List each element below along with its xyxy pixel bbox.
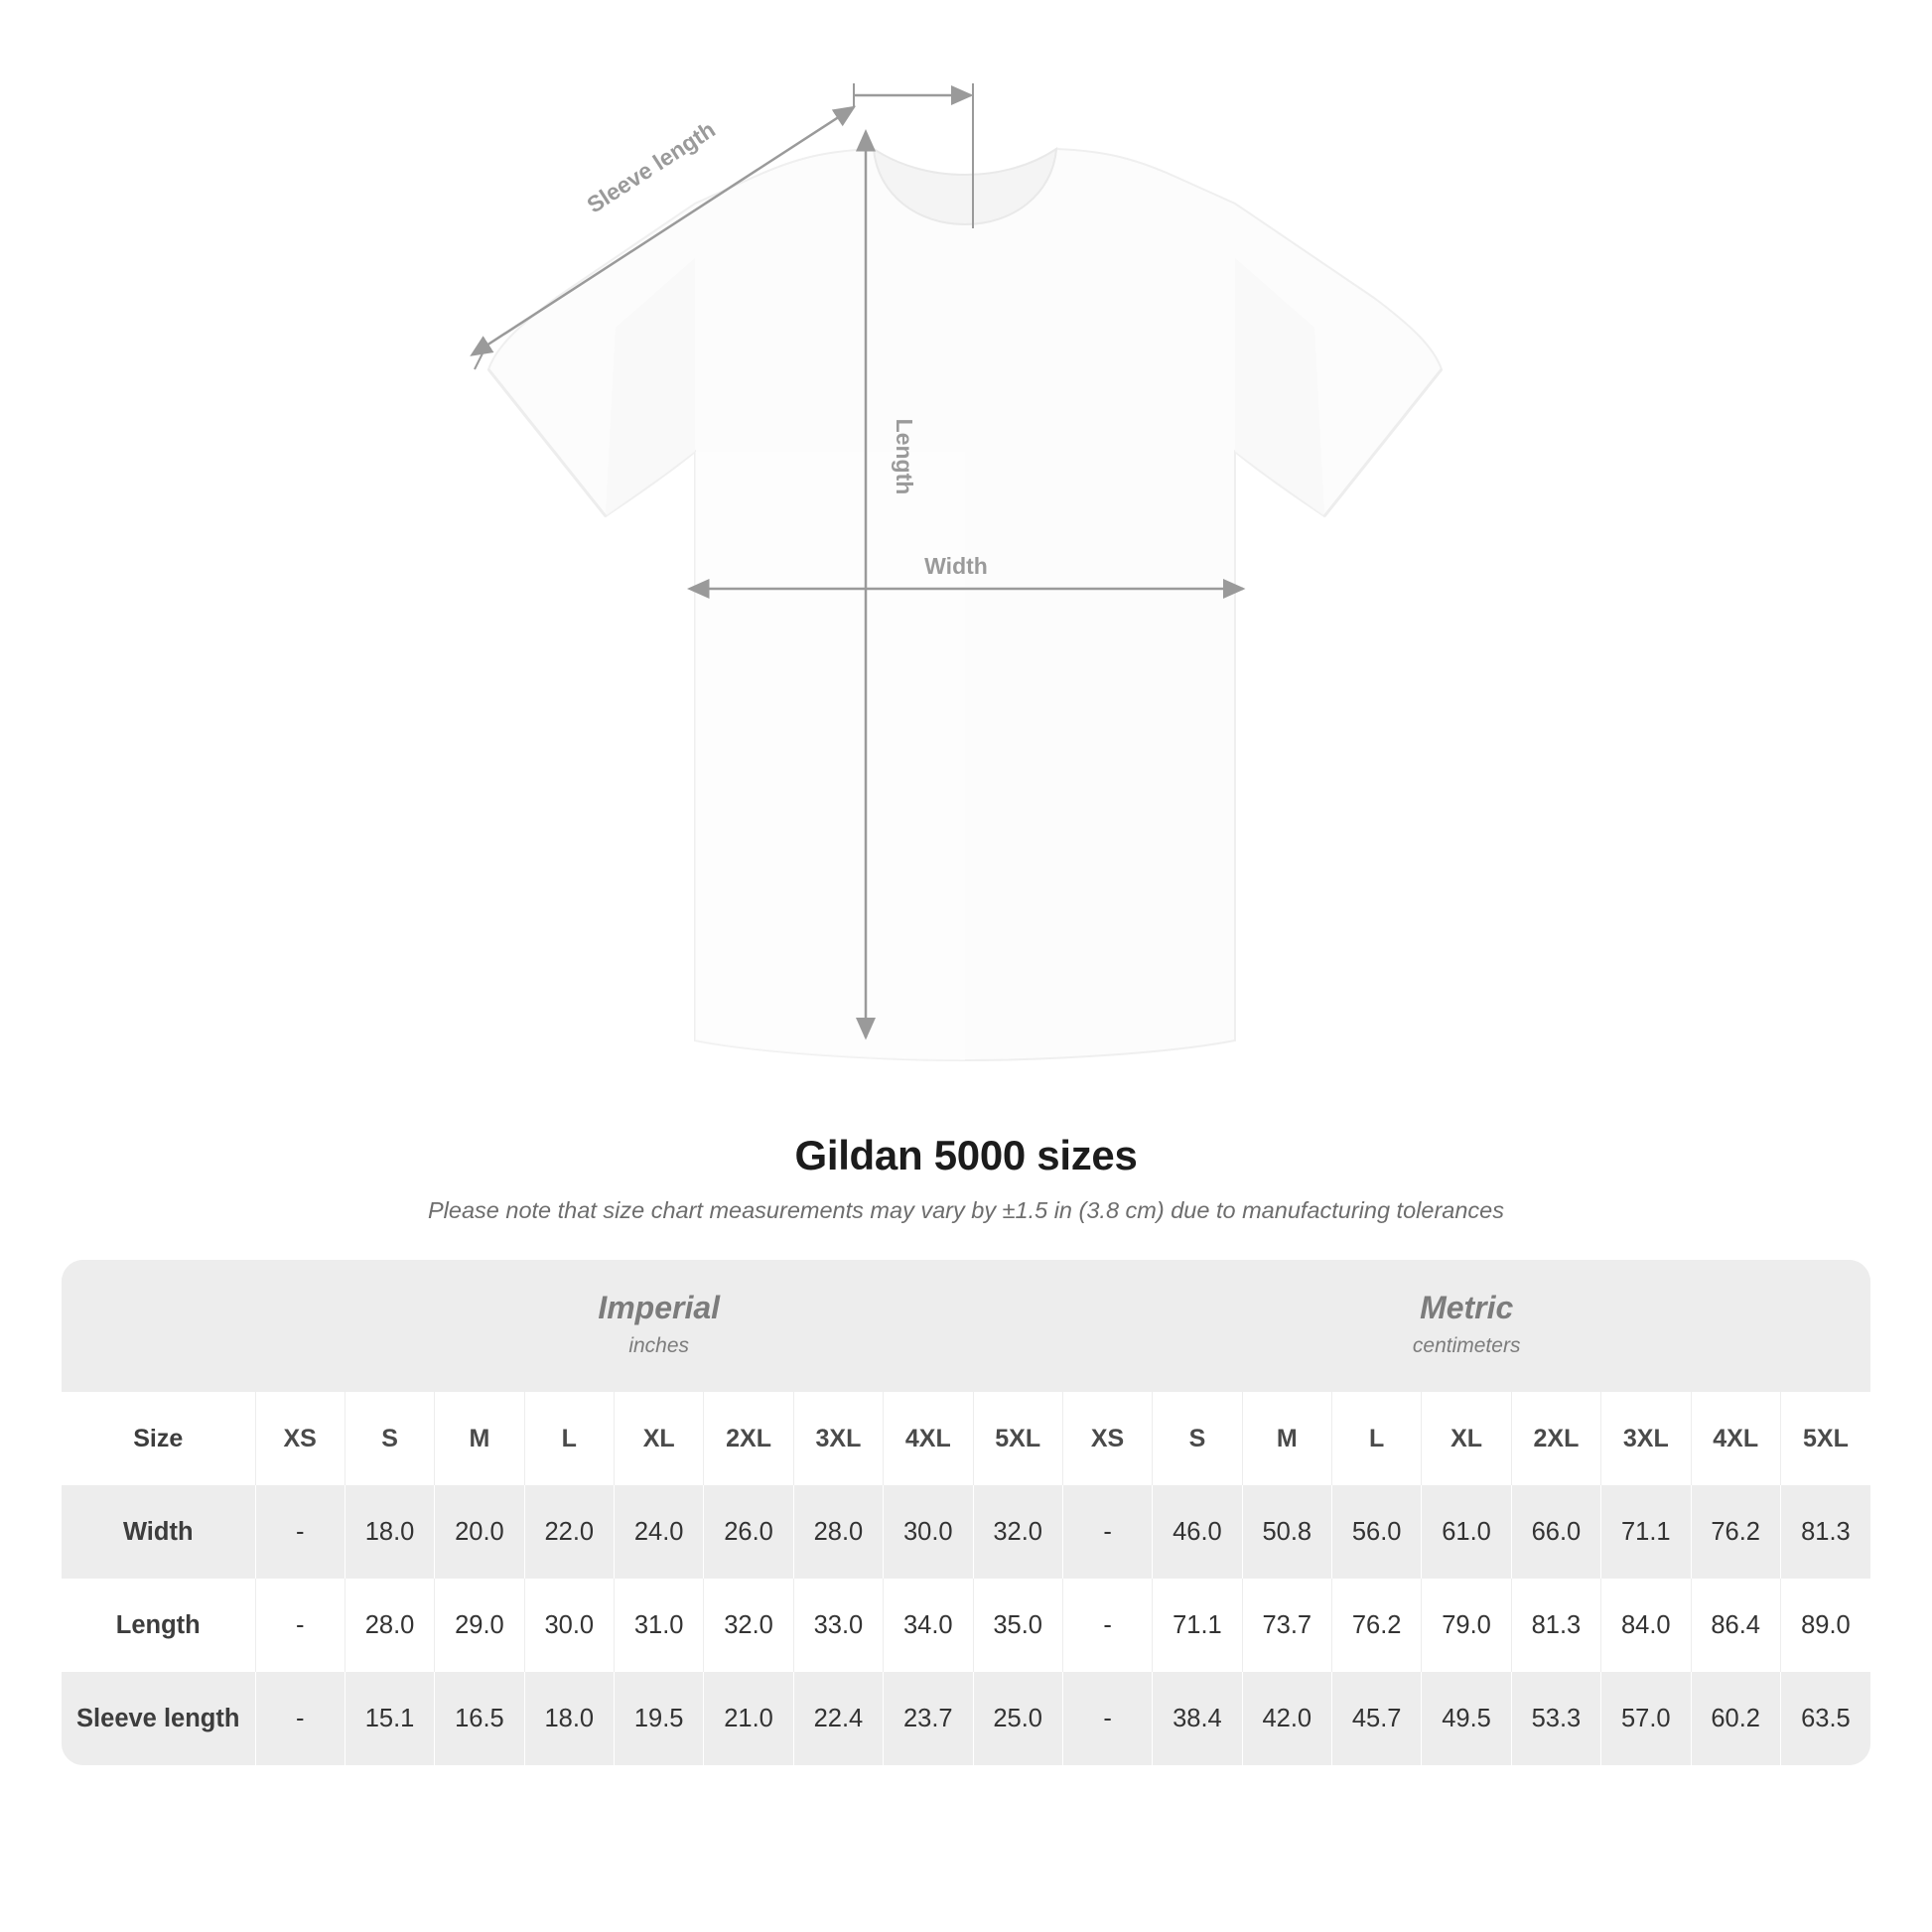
cell-width-metric-3xl: 71.1	[1601, 1485, 1691, 1579]
width-label: Width	[924, 553, 988, 579]
size-header-imperial-3xl: 3XL	[793, 1392, 883, 1485]
row-label-length: Length	[62, 1579, 255, 1672]
size-header-imperial-xs: XS	[255, 1392, 345, 1485]
size-header-metric-4xl: 4XL	[1691, 1392, 1780, 1485]
cell-length-imperial-4xl: 34.0	[884, 1579, 973, 1672]
cell-sleeve-metric-xs: -	[1062, 1672, 1152, 1765]
size-header-metric-m: M	[1242, 1392, 1331, 1485]
size-table-container	[62, 1260, 1870, 1765]
unit-header-spacer	[62, 1260, 255, 1392]
size-header-imperial-m: M	[435, 1392, 524, 1485]
size-header-label: Size	[62, 1392, 255, 1485]
unit-header-row	[62, 1260, 1870, 1392]
cell-width-metric-2xl: 66.0	[1511, 1485, 1600, 1579]
cell-width-imperial-4xl: 30.0	[884, 1485, 973, 1579]
cell-width-imperial-3xl: 28.0	[793, 1485, 883, 1579]
size-header-imperial-4xl: 4XL	[884, 1392, 973, 1485]
tshirt-shape	[488, 149, 1442, 1060]
cell-length-metric-4xl: 86.4	[1691, 1579, 1780, 1672]
cell-length-imperial-3xl: 33.0	[793, 1579, 883, 1672]
cell-width-imperial-m: 20.0	[435, 1485, 524, 1579]
cell-sleeve-metric-m: 42.0	[1242, 1672, 1331, 1765]
cell-sleeve-imperial-xl: 19.5	[615, 1672, 704, 1765]
cell-width-metric-s: 46.0	[1153, 1485, 1242, 1579]
cell-length-imperial-5xl: 35.0	[973, 1579, 1062, 1672]
cell-sleeve-metric-2xl: 53.3	[1511, 1672, 1600, 1765]
title-block	[0, 1132, 1932, 1224]
cell-length-metric-5xl: 89.0	[1780, 1579, 1870, 1672]
cell-length-metric-xl: 79.0	[1422, 1579, 1511, 1672]
size-header-metric-xs: XS	[1062, 1392, 1152, 1485]
unit-name-imperial: Imperial	[598, 1290, 721, 1325]
cell-sleeve-imperial-5xl: 25.0	[973, 1672, 1062, 1765]
size-header-metric-xl: XL	[1422, 1392, 1511, 1485]
size-header-metric-l: L	[1332, 1392, 1422, 1485]
cell-length-imperial-xl: 31.0	[615, 1579, 704, 1672]
size-header-imperial-s: S	[345, 1392, 434, 1485]
cell-sleeve-metric-4xl: 60.2	[1691, 1672, 1780, 1765]
length-label: Length	[892, 418, 917, 495]
row-label-width: Width	[62, 1485, 255, 1579]
size-header-imperial-5xl: 5XL	[973, 1392, 1062, 1485]
cell-sleeve-imperial-m: 16.5	[435, 1672, 524, 1765]
size-header-metric-5xl: 5XL	[1780, 1392, 1870, 1485]
cell-width-imperial-l: 22.0	[524, 1485, 614, 1579]
cell-width-imperial-xl: 24.0	[615, 1485, 704, 1579]
cell-sleeve-imperial-3xl: 22.4	[793, 1672, 883, 1765]
cell-width-imperial-xs: -	[255, 1485, 345, 1579]
unit-sub-imperial: inches	[628, 1334, 690, 1357]
cell-sleeve-metric-3xl: 57.0	[1601, 1672, 1691, 1765]
size-table	[62, 1260, 1870, 1765]
unit-header-metric	[1062, 1260, 1870, 1392]
cell-length-imperial-xs: -	[255, 1579, 345, 1672]
tolerance-note: Please note that size chart measurements may vary by ±1.5 in (3.8 cm) due to manufacturing tolerances	[428, 1197, 1504, 1223]
cell-width-imperial-s: 18.0	[345, 1485, 434, 1579]
unit-name-metric: Metric	[1420, 1290, 1514, 1325]
cell-length-imperial-s: 28.0	[345, 1579, 434, 1672]
size-header-metric-2xl: 2XL	[1511, 1392, 1600, 1485]
cell-sleeve-metric-xl: 49.5	[1422, 1672, 1511, 1765]
table-row	[62, 1579, 1870, 1672]
cell-sleeve-imperial-2xl: 21.0	[704, 1672, 793, 1765]
cell-width-metric-l: 56.0	[1332, 1485, 1422, 1579]
size-header-imperial-2xl: 2XL	[704, 1392, 793, 1485]
unit-header-imperial	[255, 1260, 1062, 1392]
size-header-metric-s: S	[1153, 1392, 1242, 1485]
cell-sleeve-imperial-xs: -	[255, 1672, 345, 1765]
cell-length-imperial-l: 30.0	[524, 1579, 614, 1672]
cell-width-metric-m: 50.8	[1242, 1485, 1331, 1579]
cell-length-metric-s: 71.1	[1153, 1579, 1242, 1672]
cell-sleeve-imperial-l: 18.0	[524, 1672, 614, 1765]
page-title: Gildan 5000 sizes	[794, 1132, 1138, 1178]
cell-length-metric-3xl: 84.0	[1601, 1579, 1691, 1672]
cell-width-imperial-2xl: 26.0	[704, 1485, 793, 1579]
cell-length-imperial-2xl: 32.0	[704, 1579, 793, 1672]
cell-width-metric-4xl: 76.2	[1691, 1485, 1780, 1579]
size-header-row	[62, 1392, 1870, 1485]
unit-sub-metric: centimeters	[1412, 1334, 1521, 1357]
size-header-imperial-l: L	[524, 1392, 614, 1485]
cell-sleeve-imperial-s: 15.1	[345, 1672, 434, 1765]
cell-length-metric-l: 76.2	[1332, 1579, 1422, 1672]
table-row	[62, 1485, 1870, 1579]
cell-sleeve-imperial-4xl: 23.7	[884, 1672, 973, 1765]
cell-sleeve-metric-l: 45.7	[1332, 1672, 1422, 1765]
cell-sleeve-metric-s: 38.4	[1153, 1672, 1242, 1765]
sleeve-length-label: Sleeve length	[582, 116, 720, 218]
size-header-imperial-xl: XL	[615, 1392, 704, 1485]
cell-width-metric-5xl: 81.3	[1780, 1485, 1870, 1579]
cell-width-imperial-5xl: 32.0	[973, 1485, 1062, 1579]
cell-length-metric-m: 73.7	[1242, 1579, 1331, 1672]
cell-sleeve-metric-5xl: 63.5	[1780, 1672, 1870, 1765]
row-label-sleeve-length: Sleeve length	[62, 1672, 255, 1765]
cell-width-metric-xl: 61.0	[1422, 1485, 1511, 1579]
cell-length-metric-xs: -	[1062, 1579, 1152, 1672]
cell-length-imperial-m: 29.0	[435, 1579, 524, 1672]
cell-width-metric-xs: -	[1062, 1485, 1152, 1579]
size-header-metric-3xl: 3XL	[1601, 1392, 1691, 1485]
table-row	[62, 1672, 1870, 1765]
cell-length-metric-2xl: 81.3	[1511, 1579, 1600, 1672]
